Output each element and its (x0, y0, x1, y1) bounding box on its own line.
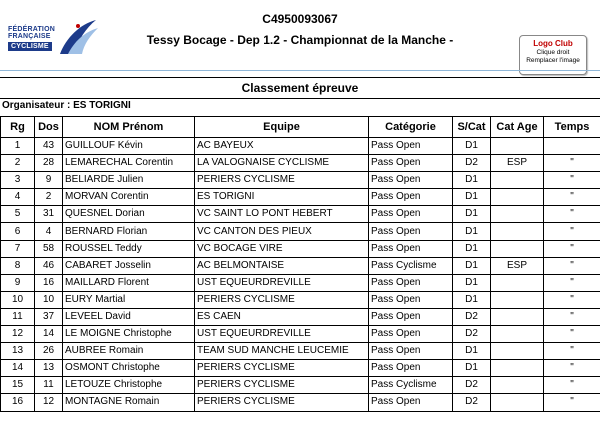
logo-club-hint2: Remplacer l'image (526, 57, 580, 64)
cell-cat-age[interactable] (491, 223, 544, 240)
cell-categorie[interactable]: Pass Open (369, 223, 453, 240)
cell-temps[interactable]: " (544, 291, 600, 308)
cell-nom[interactable]: MORVAN Corentin (63, 189, 195, 206)
cell-dos[interactable]: 16 (35, 274, 63, 291)
ffc-logo-line3: CYCLISME (8, 42, 52, 51)
table-row[interactable] (1, 291, 600, 308)
cell-dos[interactable]: 58 (35, 240, 63, 257)
col-temps[interactable]: Temps (544, 117, 600, 138)
cell-temps[interactable]: " (544, 394, 600, 411)
cell-categorie[interactable]: Pass Open (369, 360, 453, 377)
cell-equipe[interactable]: PERIERS CYCLISME (195, 172, 369, 189)
cell-temps[interactable]: " (544, 189, 600, 206)
cell-categorie[interactable]: Pass Cyclisme (369, 257, 453, 274)
table-row[interactable] (1, 172, 600, 189)
cell-dos[interactable]: 10 (35, 291, 63, 308)
cell-equipe[interactable]: ES CAEN (195, 308, 369, 325)
section-title: Classement épreuve (0, 77, 600, 99)
cell-nom[interactable]: GUILLOUF Kévin (63, 138, 195, 155)
cell-dos[interactable]: 4 (35, 223, 63, 240)
table-row[interactable] (1, 138, 600, 155)
cell-scat[interactable]: D2 (453, 155, 491, 172)
cell-categorie[interactable]: Pass Cyclisme (369, 377, 453, 394)
cell-nom[interactable]: BERNARD Florian (63, 223, 195, 240)
cell-nom[interactable]: BELIARDE Julien (63, 172, 195, 189)
cell-temps[interactable]: " (544, 360, 600, 377)
col-rg[interactable]: Rg (1, 117, 35, 138)
cell-scat[interactable]: D1 (453, 274, 491, 291)
cell-nom[interactable]: LEVEEL David (63, 308, 195, 325)
cell-cat-age[interactable] (491, 291, 544, 308)
cell-equipe[interactable]: AC BAYEUX (195, 138, 369, 155)
cell-temps[interactable]: " (544, 172, 600, 189)
cell-cat-age[interactable] (491, 394, 544, 411)
cell-rg[interactable]: 3 (1, 172, 35, 189)
header-divider (0, 70, 600, 71)
cell-cat-age[interactable] (491, 206, 544, 223)
cell-cat-age[interactable]: ESP (491, 155, 544, 172)
cell-dos[interactable]: 11 (35, 377, 63, 394)
sheet-header (0, 0, 600, 72)
cell-scat[interactable]: D1 (453, 257, 491, 274)
col-cat-age[interactable]: Cat Age (491, 117, 544, 138)
cell-rg[interactable]: 10 (1, 291, 35, 308)
cell-temps[interactable]: " (544, 308, 600, 325)
table-row[interactable] (1, 377, 600, 394)
organisateur-label: Organisateur : ES TORIGNI (2, 100, 131, 111)
cell-scat[interactable]: D1 (453, 223, 491, 240)
cell-rg[interactable]: 9 (1, 274, 35, 291)
cell-cat-age[interactable] (491, 189, 544, 206)
cell-cat-age[interactable] (491, 326, 544, 343)
results-body (1, 138, 600, 412)
cell-rg[interactable]: 8 (1, 257, 35, 274)
cell-categorie[interactable]: Pass Open (369, 189, 453, 206)
cell-cat-age[interactable] (491, 343, 544, 360)
cell-nom[interactable]: AUBREE Romain (63, 343, 195, 360)
cell-temps[interactable]: " (544, 206, 600, 223)
col-scat[interactable]: S/Cat (453, 117, 491, 138)
cell-equipe[interactable]: PERIERS CYCLISME (195, 394, 369, 411)
cell-cat-age[interactable]: ESP (491, 257, 544, 274)
table-row[interactable] (1, 343, 600, 360)
cell-rg[interactable]: 14 (1, 360, 35, 377)
table-row[interactable] (1, 274, 600, 291)
cell-temps[interactable]: " (544, 240, 600, 257)
cell-equipe[interactable]: VC SAINT LO PONT HEBERT (195, 206, 369, 223)
cell-temps[interactable]: " (544, 326, 600, 343)
cell-cat-age[interactable] (491, 138, 544, 155)
cell-nom[interactable]: LEMARECHAL Corentin (63, 155, 195, 172)
cell-dos[interactable]: 43 (35, 138, 63, 155)
cell-cat-age[interactable] (491, 360, 544, 377)
cell-cat-age[interactable] (491, 308, 544, 325)
cell-scat[interactable]: D2 (453, 326, 491, 343)
cell-cat-age[interactable] (491, 172, 544, 189)
cell-temps[interactable]: " (544, 343, 600, 360)
cell-categorie[interactable]: Pass Open (369, 155, 453, 172)
cell-equipe[interactable]: PERIERS CYCLISME (195, 377, 369, 394)
cell-cat-age[interactable] (491, 377, 544, 394)
cell-dos[interactable]: 26 (35, 343, 63, 360)
logo-club-button[interactable] (519, 35, 587, 75)
cell-nom[interactable]: OSMONT Christophe (63, 360, 195, 377)
cell-equipe[interactable]: UST EQUEURDREVILLE (195, 274, 369, 291)
col-equipe[interactable]: Equipe (195, 117, 369, 138)
cell-temps[interactable]: " (544, 155, 600, 172)
table-row[interactable] (1, 257, 600, 274)
cell-categorie[interactable]: Pass Open (369, 308, 453, 325)
cell-categorie[interactable]: Pass Open (369, 394, 453, 411)
cell-equipe[interactable]: TEAM SUD MANCHE LEUCEMIE (195, 343, 369, 360)
table-row[interactable] (1, 360, 600, 377)
cell-rg[interactable]: 16 (1, 394, 35, 411)
cell-scat[interactable]: D1 (453, 291, 491, 308)
col-nom[interactable]: NOM Prénom (63, 117, 195, 138)
cell-equipe[interactable]: PERIERS CYCLISME (195, 360, 369, 377)
cell-cat-age[interactable] (491, 240, 544, 257)
cell-scat[interactable]: D1 (453, 343, 491, 360)
race-code: C4950093067 (262, 12, 338, 26)
table-row[interactable] (1, 189, 600, 206)
cell-nom[interactable]: CABARET Josselin (63, 257, 195, 274)
cell-rg[interactable]: 1 (1, 138, 35, 155)
cell-equipe[interactable]: VC BOCAGE VIRE (195, 240, 369, 257)
cell-rg[interactable]: 15 (1, 377, 35, 394)
logo-club-title: Logo Club (533, 39, 573, 48)
cell-temps[interactable] (544, 138, 600, 155)
cell-categorie[interactable]: Pass Open (369, 172, 453, 189)
cell-dos[interactable]: 12 (35, 394, 63, 411)
cell-rg[interactable]: 5 (1, 206, 35, 223)
cell-rg[interactable]: 4 (1, 189, 35, 206)
race-title: Tessy Bocage - Dep 1.2 - Championnat de la Manche - (146, 33, 454, 47)
cell-rg[interactable]: 13 (1, 343, 35, 360)
cell-rg[interactable]: 2 (1, 155, 35, 172)
cell-dos[interactable]: 2 (35, 189, 63, 206)
cell-dos[interactable]: 13 (35, 360, 63, 377)
cell-scat[interactable]: D1 (453, 206, 491, 223)
cell-nom[interactable]: LETOUZE Christophe (63, 377, 195, 394)
cell-categorie[interactable]: Pass Open (369, 291, 453, 308)
ffc-logo-line2: FRANÇAISE (8, 33, 51, 40)
cell-dos[interactable]: 31 (35, 206, 63, 223)
cell-equipe[interactable]: ES TORIGNI (195, 189, 369, 206)
cell-nom[interactable]: EURY Martial (63, 291, 195, 308)
cell-nom[interactable]: MONTAGNE Romain (63, 394, 195, 411)
cell-categorie[interactable]: Pass Open (369, 274, 453, 291)
cell-cat-age[interactable] (491, 274, 544, 291)
cell-dos[interactable]: 14 (35, 326, 63, 343)
cell-scat[interactable]: D2 (453, 377, 491, 394)
cell-dos[interactable]: 9 (35, 172, 63, 189)
table-row[interactable] (1, 326, 600, 343)
cell-equipe[interactable]: PERIERS CYCLISME (195, 291, 369, 308)
cell-rg[interactable]: 6 (1, 223, 35, 240)
col-dos[interactable]: Dos (35, 117, 63, 138)
cell-temps[interactable]: " (544, 274, 600, 291)
cell-categorie[interactable]: Pass Open (369, 343, 453, 360)
cell-temps[interactable]: " (544, 377, 600, 394)
cell-nom[interactable]: QUESNEL Dorian (63, 206, 195, 223)
cell-equipe[interactable]: UST EQUEURDREVILLE (195, 326, 369, 343)
cell-equipe[interactable]: AC BELMONTAISE (195, 257, 369, 274)
table-row[interactable] (1, 308, 600, 325)
cell-nom[interactable]: LE MOIGNE Christophe (63, 326, 195, 343)
cell-categorie[interactable]: Pass Open (369, 138, 453, 155)
cell-categorie[interactable]: Pass Open (369, 206, 453, 223)
cell-nom[interactable]: MAILLARD Florent (63, 274, 195, 291)
cell-scat[interactable]: D1 (453, 360, 491, 377)
cell-categorie[interactable]: Pass Open (369, 240, 453, 257)
cell-scat[interactable]: D1 (453, 189, 491, 206)
table-row[interactable] (1, 155, 600, 172)
ffc-logo-line1: FÉDÉRATION (8, 26, 55, 33)
cell-nom[interactable]: ROUSSEL Teddy (63, 240, 195, 257)
cell-equipe[interactable]: LA VALOGNAISE CYCLISME (195, 155, 369, 172)
cell-scat[interactable]: D2 (453, 308, 491, 325)
cell-rg[interactable]: 7 (1, 240, 35, 257)
cell-rg[interactable]: 11 (1, 308, 35, 325)
cell-rg[interactable]: 12 (1, 326, 35, 343)
table-row[interactable] (1, 394, 600, 411)
cell-dos[interactable]: 46 (35, 257, 63, 274)
cell-equipe[interactable]: VC CANTON DES PIEUX (195, 223, 369, 240)
results-table (0, 116, 600, 412)
cell-temps[interactable]: " (544, 257, 600, 274)
cell-scat[interactable]: D1 (453, 138, 491, 155)
cell-scat[interactable]: D1 (453, 172, 491, 189)
cell-scat[interactable]: D2 (453, 394, 491, 411)
logo-club-hint1: Clique droit (536, 49, 570, 56)
cell-scat[interactable]: D1 (453, 240, 491, 257)
cell-categorie[interactable]: Pass Open (369, 326, 453, 343)
table-row[interactable] (1, 223, 600, 240)
cell-dos[interactable]: 37 (35, 308, 63, 325)
cell-temps[interactable]: " (544, 223, 600, 240)
cell-dos[interactable]: 28 (35, 155, 63, 172)
table-header-row (1, 117, 600, 138)
table-row[interactable] (1, 206, 600, 223)
table-row[interactable] (1, 240, 600, 257)
col-categorie[interactable]: Catégorie (369, 117, 453, 138)
